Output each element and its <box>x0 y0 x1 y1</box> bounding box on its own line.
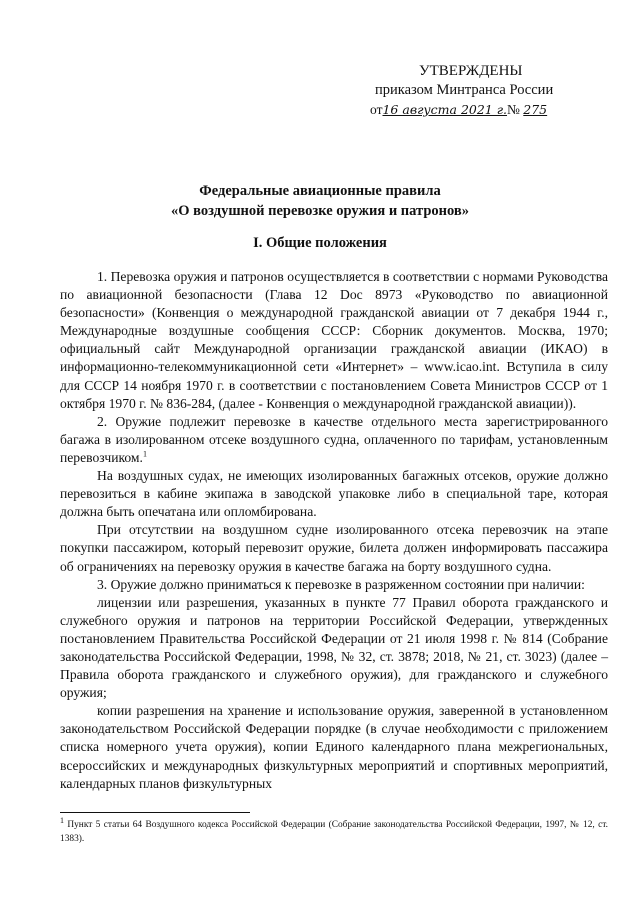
paragraph: копии разрешения на хранение и использование оружия, заверенной в установленном законодательством Российской Федерации порядке (в случае необходимости с приложением списка номерного учета оружия), копии Единого календарного плана межрегиональных, всероссийских и международных физкультурных мероприятий и спортивных мероприятий, календарных планов физкультурных <box>60 703 608 791</box>
paragraph: При отсутствии на воздушном судне изолированного отсека перевозчик на этапе покупки пассажиром, который перевозит оружие, билета должен информировать пассажира об ограничениях на перевозку оружия в качестве багажа на борту воздушного судна. <box>60 522 608 574</box>
number-label: № <box>507 102 520 117</box>
handwritten-number: 275 <box>523 102 548 117</box>
title-line-2: «О воздушной перевозке оружия и патронов» <box>171 203 469 219</box>
from-label: от <box>370 102 383 117</box>
paragraph-text: 2. Оружие подлежит перевозке в качестве отдельного места зарегистрированного багажа в изолированном отсеке воздушного судна, оплаченного по тарифам, установленным перевозчиком. <box>60 413 608 465</box>
paragraph: 3. Оружие должно приниматься к перевозке в разряженном состоянии при наличии: <box>97 576 585 592</box>
approval-block <box>370 62 570 119</box>
footnote-divider <box>60 812 250 813</box>
approval-order: приказом Минтранса России <box>375 82 554 98</box>
handwritten-date: 16 августа 2021 г. <box>382 102 508 117</box>
paragraph <box>60 413 608 467</box>
approval-date-number <box>370 100 570 119</box>
footnote <box>60 815 608 846</box>
footnote-marker: 1 <box>60 815 64 825</box>
section-heading: I. Общие положения <box>253 235 387 251</box>
paragraph: 1. Перевозка оружия и патронов осуществляется в соответствии с нормами Руководства по авиационной безопасности (Глава 12 Doc 8973 «Руководство по авиационной безопасности» (Конвенция о международной гражданской авиации от 7 декабря 1944 г., Международные воздушные сообщения СССР: Сборник документов. Москва, 1970; официальный сайт Международной организации гражданской авиации (ИКАО) в информационно-телекоммуникационной сети «Интернет» – www.icao.int. Вступила в силу для СССР 14 ноября 1970 г. в соответствии с постановлением Совета Министров СССР от 1 октября 1970 г. № 836-284, (далее - Конвенция о международной гражданской авиации)). <box>60 269 608 411</box>
footnote-ref: 1 <box>142 449 147 459</box>
paragraph: На воздушных судах, не имеющих изолированных багажных отсеков, оружие должно перевозиться в кабине экипажа в заводской упаковке либо в специальной таре, которая должна быть опечатана или опломбирована. <box>60 468 608 520</box>
approval-title: УТВЕРЖДЕНЫ <box>419 63 523 79</box>
document-body <box>60 268 608 793</box>
title-line-1: Федеральные авиационные правила <box>199 183 441 199</box>
document-title <box>0 181 640 221</box>
paragraph: лицензии или разрешения, указанных в пункте 77 Правил оборота гражданского и служебного оружия и патронов на территории Российской Федерации, утвержденных постановлением Правительства Российской Федерации от 21 июля 1998 г. № 814 (Собрание законодательства Российской Федерации, 1998, № 32, ст. 3878; 2018, № 21, ст. 3023) (далее – Правила оборота гражданского и служебного оружия), для гражданского и служебного оружия; <box>60 594 608 701</box>
footnote-text: Пункт 5 статьи 64 Воздушного кодекса Российской Федерации (Собрание законодательства Российской Федерации, 1997, № 12, ст. 1383). <box>60 820 608 844</box>
